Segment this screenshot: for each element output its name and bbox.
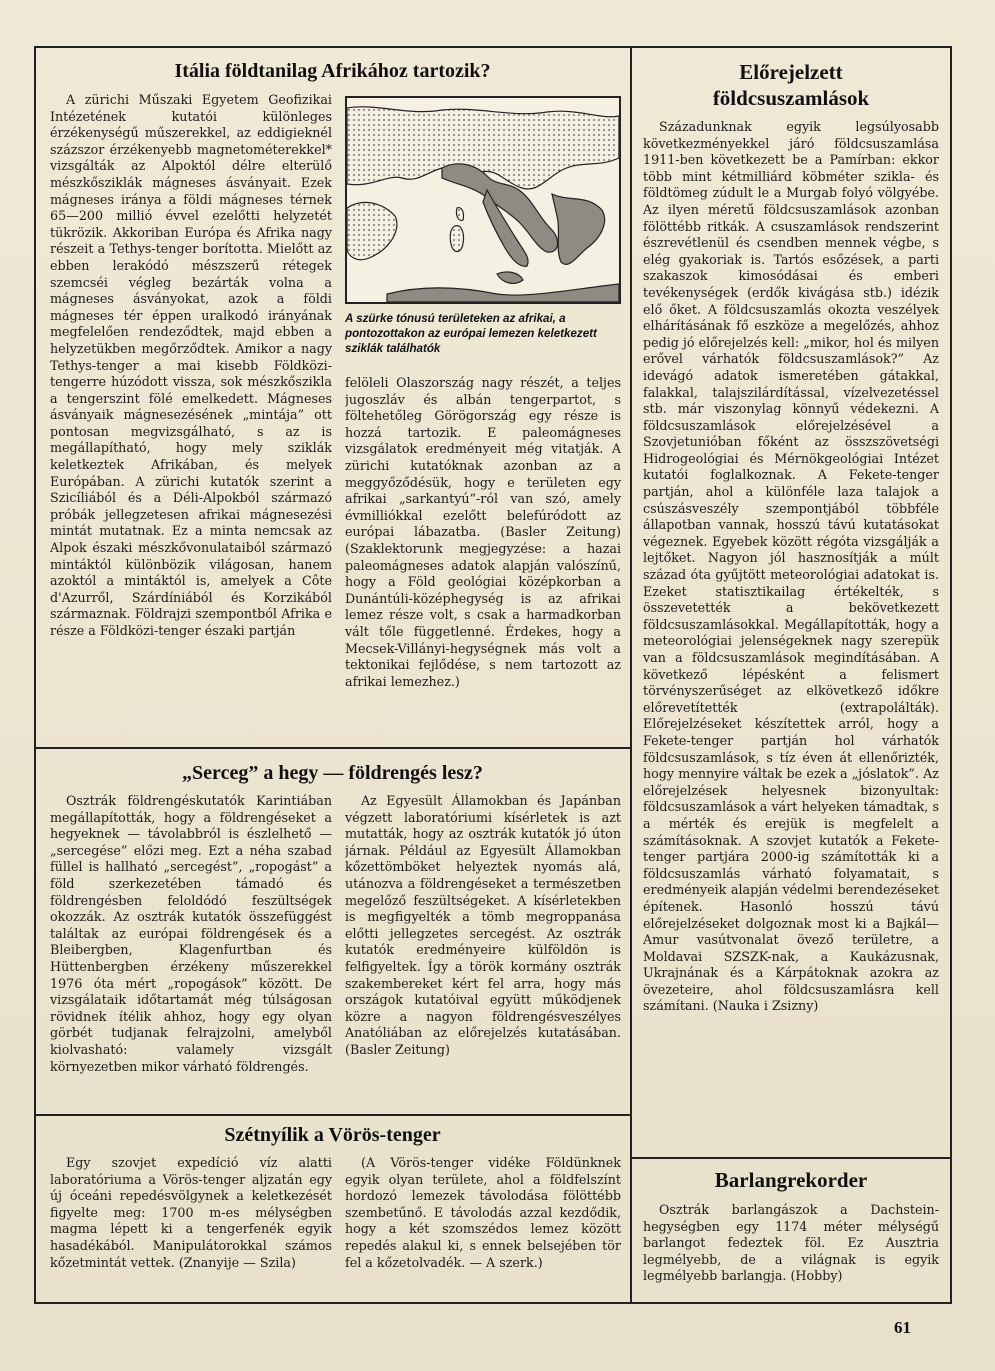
- europe-plate-map: [345, 96, 621, 304]
- voros-column-2: [345, 1155, 621, 1300]
- foldcsuszamlas-title-2: földcsuszamlások: [712, 86, 870, 110]
- italia-text-1: A zürichi Műszaki Egyetem Geofizikai Intézetének kutatói különleges érzékenységű műszerekkel, az eddigieknél százszor érzékenyebb magnetométerekkel* vizsgálták az Alpoktól délre elterülő mészkősziklák mágneses ásványait. Ezek mágneses iránya a földi mágneses térnek 65—200 millió évvel ezelőtti helyzetét tükrözik. Akkoriban Európa és Afrika nagy részeit a Tethys-tenger borította. Mielőtt az ebben lerakódó mészszerű rétegek szemcséi végleg bezárták volna a mágneses ásványokat, azok a földi mágneses tér éppen uralkodó irányának megfelelően rendeződtek, majd ebben a helyzetükben megőrződtek. Amikor a nagy Tethys-tenger a mai kisebb Földközi-tengerre húzódott vissza, sok mészkőszikla a tengerszint fölé emelkedett. Mágneses ásványaik mágnesezésének „mintája” ott pontosan megvizsgálható, s az is megállapítható, hogy mely sziklák keletkeztek Afrikában, és melyek Európában. A zürichi kutatók szerint a Szicíliából és a Déli-Alpokból származó próbák jellegzetesen afrikai mágnesezési mintát mutatnak. Ez a minta nemcsak az Alpok északi mészkővonulataiból származó mintáktól különbözik világosan, hanem azoktól a mintáktól is, amelyek a Côte d'Azurről, Szárdíniából és Korzikából származnak. Földrajzi szempontból Afrika e része a Földközi-tenger északi partján: [50, 92, 332, 638]
- italia-text-2: felöleli Olaszország nagy részét, a teljes jugoszláv és albán tengerpartot, s föltehetőleg Görögország egy része is hozzá tartozik. E paleomágneses vizsgálatok eredményeit még vitatják. A zürichi kutatóknak azonban az a meggyőződésük, hogy e területen egy afrikai „sarkantyú”-ról van szó, amely évmilliókkal ezelőtt belefúródott az európai lábazatba. (Basler Zeitung) (Szaklektorunk megjegyzése: a hazai paleomágneses adatok alapján valószínű, hogy a Föld geológiai középkorban a Dunántúli-középhegység is az afrikai lemez része volt, s csak a harmadkorban vált tőle függetlenné. Érdekes, hogy a Mecsek-Villányi-hegységnek más volt a tektonikai fejlődése, s nem tartozott az afrikai lemezhez.): [345, 375, 621, 689]
- italia-column-1: [50, 92, 332, 744]
- page-number: 61: [894, 1318, 911, 1337]
- map-graphic: [347, 98, 619, 302]
- serceg-title: „Serceg” a hegy — földrengés lesz?: [182, 762, 483, 784]
- voros-title: Szétnyílik a Vörös-tenger: [224, 1124, 441, 1146]
- foldcsuszamlas-text: Századunknak egyik legsúlyosabb következményekkel járó földcsuszamlása 1911-ben következett be a Pamírban: ekkor több mint kétmilliárd köbméter szikla- és földtömeg zúdult le a Murgab folyó völgyébe. Az ilyen méretű földcsuszamlások azonban fölöttébb ritkák. A csuszamlások rendszerint észrevétlenül és csendben mennek végbe, s elég gyakoriak is. Tartós esőzések, a parti szakaszok kimosódásai és emberi tevékenységek (erdők kivágása stb.) idézik elő őket. A földcsuszamlás okozta veszélyek elhárításának fő eszköze a megelőzés, ahhoz pedig jó előrejelzés kell: „mikor, hol és milyen erővel várhatók földcsuszamlások?” Az idevágó adatok ismeretében gátakkal, falakkal, talajszilárdítással, vízelvezetéssel stb. már viszonylag könnyű védekezni. A földcsuszamlások előrejelzésével a Szovjetunióban főként az összszövetségi Hidrogeológiai és Mérnökgeológiai Intézet kutatói foglalkoznak. A Fekete-tenger partján, ahol a különféle laza talajok a csúszásveszély szempontjából többféle állapotban vannak, hosszú távú kutatásokat végeznek. Egyebek között régóta vizsgálják a lejtőket. Nagyon jól hasznosítják a múlt század óta gyűjtött meteorológiai adatokat is. Ezeket statisztikailag értékelték, s összevetették a bekövetkezett földcsuszamlásokkal. Megállapították, hogy a meteorológiai jelenségeknek nagy szerepük van a földcsuszamlások megindításában. A következő lépésként a felismert törvényszerűséget az elkövetkező időkre előrevetítették (extrapolálták). Előrejelzéseket készítettek arról, hogy a Fekete-tenger partján hol várhatók földcsuszamlások, s tíz éven át ellenőrizték, hogy mennyire váltak be ezek a „jóslatok”. Az előrejelzések helyesnek bizonyultak: földcsuszamlások a várt helyeken támadtak, s a mérték és erejük is megfelelt a számításoknak. A szovjet kutatók a Fekete-tenger partjára 2000-ig számították ki a földcsuszamlás várható folyamatait, s eredményeik alapján védelmi berendezéseket építenek. Hasonló hosszú távú előrejelzéseket dolgoznak most ki a Bajkál—Amur vasútvonalat övező területre, a Moldavai SZSZK-nak, a Kaukázusnak, Ukrajnának és a Kárpátoknak azokra az övezeteire, ahol földcsuszamlásra kell számítani. (Nauka i Zsizny): [643, 119, 939, 1014]
- map-caption: A szürke tónusú területeken az afrikai, a pontozottakon az európai lemezen keletkezett sziklák találhatók: [345, 312, 597, 355]
- barlang-column: [643, 1202, 939, 1300]
- serceg-column-1: [50, 793, 332, 1111]
- foldcsuszamlas-title-1: Előrejelzett: [739, 60, 843, 84]
- barlang-title: Barlangrekorder: [714, 1168, 868, 1192]
- rule-under-italia: [34, 747, 631, 749]
- italia-title: Itália földtanilag Afrikához tartozik?: [174, 60, 491, 82]
- serceg-text-2: Az Egyesült Államokban és Japánban végzett laboratóriumi kísérletek is azt mutatták, hogy az osztrák kutatók jó úton járnak. Például az Egyesült Államokban kőzettömböket helyeztek nyomás alá, utánozva a földrengéseket a természetben megelőző feszültségeket. A kísérletekben is megfigyelték a tömb megroppanása előtti jellegzetes sercegést. Az osztrák kutatók eredményeire külföldön is felfigyeltek. Így a török kormány osztrák szakembereket kért fel arra, hogy más országok kutatóival együtt működjenek közre a nagyon földrengésveszélyes Anatóliában az előrejelzés kutatásában. (Basler Zeitung): [345, 793, 621, 1057]
- voros-text-1: Egy szovjet expedíció víz alatti laboratóriuma a Vörös-tenger aljzatán egy új óceáni repedésvölgynek a keletkezését figyelte meg: 1700 m-es mélységben magma lépett ki a tengerfenék egyik hasadékából. Manipulátorokkal számos kőzetmintát vettek. (Znanyije — Szila): [50, 1155, 332, 1270]
- barlang-text: Osztrák barlangászok a Dachstein-hegységben egy 1174 méter mélységű barlangot fedeztek föl. Ez Ausztria legmélyebb, de a világnak is egyik legmélyebb barlangja. (Hobby): [643, 1202, 939, 1284]
- voros-text-2: (A Vörös-tenger vidéke Földünknek egyik olyan területe, ahol a földfelszínt hordozó lemezek távolodása fölöttébb szembetűnő. E távolodás azzal kezdődik, hogy a két szomszédos lemez között repedés alakul ki, s ennek belsejében tör fel a kőzetolvadék. — A szerk.): [345, 1155, 621, 1270]
- serceg-text-1: Osztrák földrengéskutatók Karintiában megállapították, hogy a földrengéseket a hegyeknek — távolabbról is észlelhető — „sercegése” előzi meg. Ezt a néha szabad füllel is hallható „sercegést”, „ropogást” a föld szerkezetében támadó és földrengésben feloldódó feszültségek okozzák. Az osztrák kutatók összefüggést találtak az európai földrengések és a Bleibergben, Klagenfurtban és Hüttenbergben érzékeny műszerekkel 1976 óta mért „ropogások” között. De vizsgálataik időtartamát még túlságosan rövidnek ítélik ahhoz, hogy egy olyan görbét tudjanak felrajzolni, amelyből kiolvasható: valamely vizsgált környezetben mikor várható földrengés.: [50, 793, 332, 1074]
- italia-column-2: [345, 375, 621, 745]
- serceg-column-2: [345, 793, 621, 1111]
- rule-above-voros: [34, 1114, 631, 1116]
- foldcsuszamlas-column: [643, 119, 939, 1153]
- rule-above-barlang: [630, 1157, 952, 1159]
- voros-column-1: [50, 1155, 332, 1300]
